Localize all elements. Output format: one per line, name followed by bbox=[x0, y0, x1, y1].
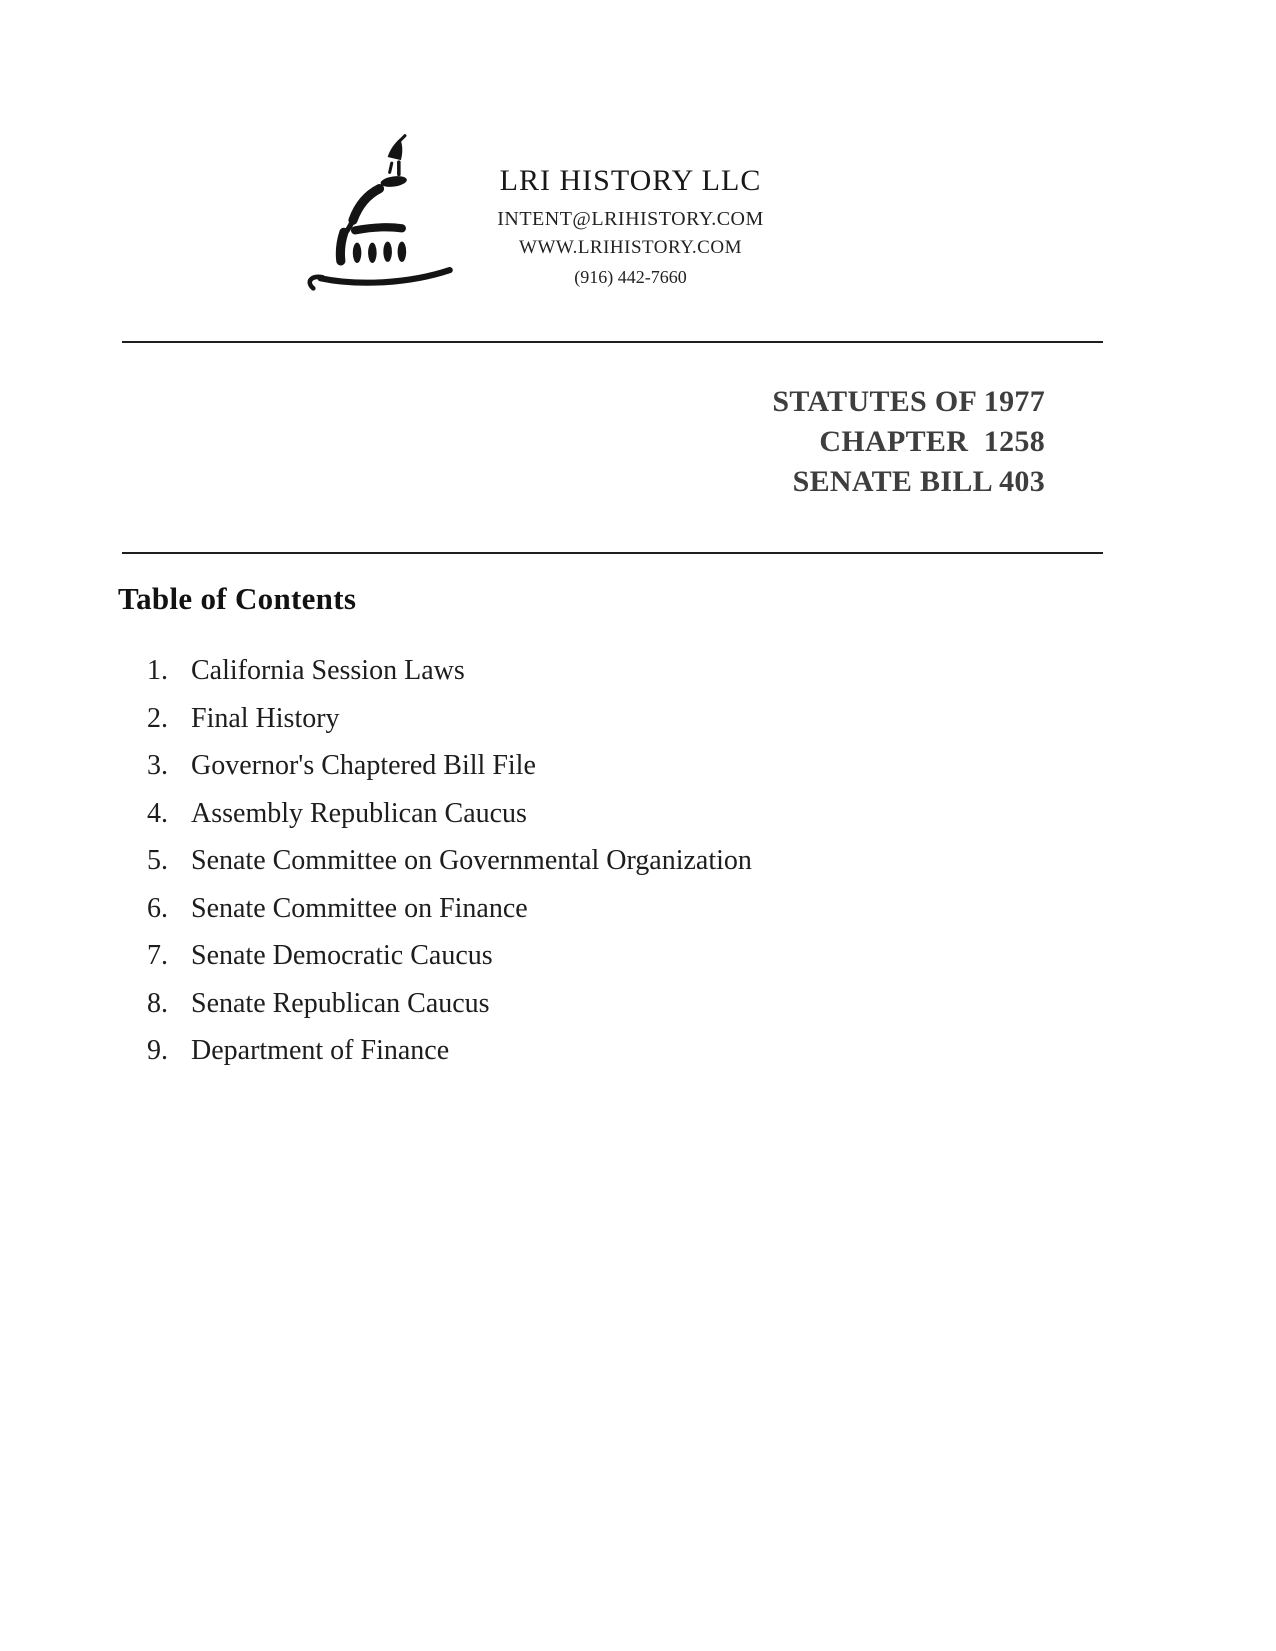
statutes-line: STATUTES OF 1977 bbox=[772, 385, 1045, 418]
toc-item-label: California Session Laws bbox=[191, 655, 465, 686]
capitol-dome-logo-icon bbox=[296, 128, 464, 292]
toc-title: Table of Contents bbox=[118, 581, 357, 616]
toc-item bbox=[147, 742, 752, 790]
toc-item bbox=[147, 837, 752, 885]
toc-item bbox=[147, 885, 752, 933]
toc-list bbox=[147, 647, 752, 1075]
toc-item-number: 9. bbox=[147, 1035, 168, 1066]
toc-item-number: 8. bbox=[147, 987, 168, 1019]
toc-item-number: 1. bbox=[147, 655, 168, 686]
toc-item-label: Senate Committee on Governmental Organization bbox=[191, 845, 752, 876]
toc-item bbox=[147, 695, 752, 743]
toc-item-label: Senate Republican Caucus bbox=[191, 987, 490, 1019]
case-reference-block bbox=[772, 382, 1045, 502]
toc-item-label: Senate Democratic Caucus bbox=[191, 940, 493, 971]
chapter-line: CHAPTER 1258 bbox=[819, 425, 1045, 458]
toc-item-label: Final History bbox=[191, 702, 340, 734]
toc-item-label: Department of Finance bbox=[191, 1035, 450, 1066]
toc-item-number: 3. bbox=[147, 750, 168, 781]
toc-item-label: Governor's Chaptered Bill File bbox=[191, 750, 536, 781]
toc-item-number: 5. bbox=[147, 845, 168, 876]
top-divider bbox=[122, 341, 1103, 343]
bottom-divider bbox=[122, 552, 1103, 554]
letterhead bbox=[468, 163, 793, 289]
toc-item bbox=[147, 647, 752, 695]
toc-item bbox=[147, 980, 752, 1028]
toc-item-label: Assembly Republican Caucus bbox=[191, 797, 527, 829]
toc-item bbox=[147, 790, 752, 838]
senate-bill-line: SENATE BILL 403 bbox=[792, 465, 1045, 498]
toc-item-label: Senate Committee on Finance bbox=[191, 892, 528, 924]
toc-item-number: 7. bbox=[147, 940, 168, 971]
toc-item-number: 6. bbox=[147, 892, 168, 924]
company-website: WWW.LRIHISTORY.COM bbox=[519, 237, 742, 258]
company-phone: (916) 442-7660 bbox=[574, 267, 687, 287]
toc-item bbox=[147, 1027, 752, 1075]
toc-item bbox=[147, 932, 752, 980]
company-email: INTENT@LRIHISTORY.COM bbox=[497, 208, 764, 230]
toc-item-number: 2. bbox=[147, 702, 168, 734]
company-name: LRI HISTORY LLC bbox=[499, 164, 762, 197]
toc-item-number: 4. bbox=[147, 797, 168, 829]
